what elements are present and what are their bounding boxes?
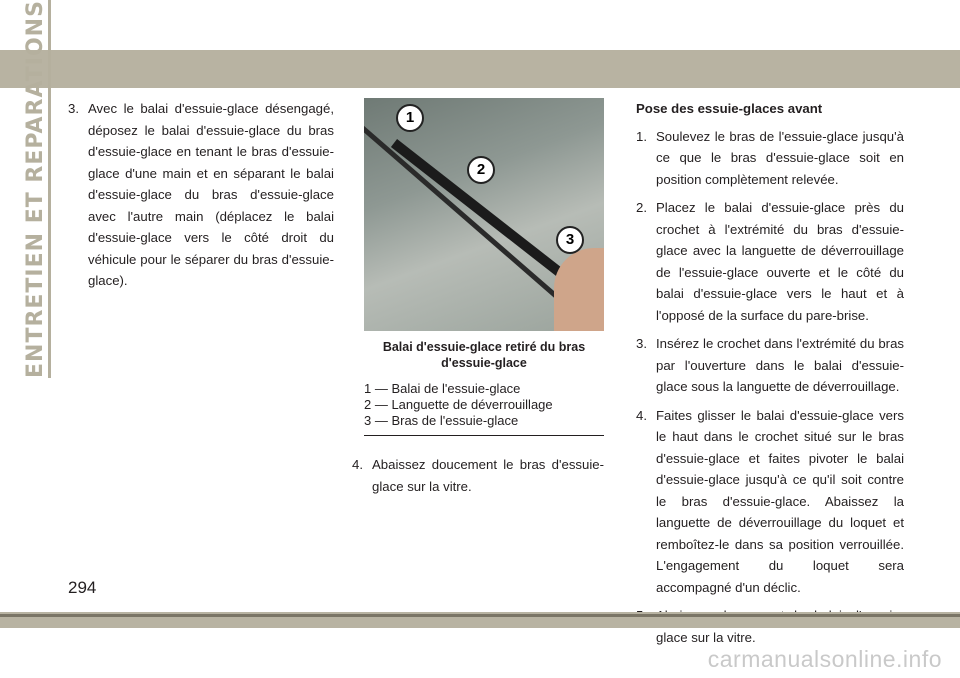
step-text: Placez le balai d'essuie-glace près du crochet à l'extrémité du bras d'essuie-glace avec la languette de déverrouillage de l'essuie-glace ouverte et le côté du balai d'essuie-glace vers le haut et à l'opposé de la surface du pare-brise. <box>656 200 904 323</box>
step-number: 4. <box>352 457 363 472</box>
list-item <box>636 333 904 398</box>
step-text: Avec le balai d'essuie-glace désengagé, déposez le balai d'essuie-glace du bras d'essuie-glace en tenant le bras d'essuie-glace d'une main et en séparant le balai d'essuie-glace du bras d'essuie-glace avec l'autre main (déplacez le balai d'essuie-glace vers le côté droit du véhicule pour le séparer du bras d'essuie-glace). <box>88 101 334 288</box>
figure-legend <box>364 381 604 436</box>
figure-caption: Balai d'essuie-glace retiré du bras d'essuie-glace <box>382 340 586 370</box>
step-text: Insérez le crochet dans l'extrémité du bras par l'ouverture dans le balai d'essuie-glace sous la languette de déverrouillage. <box>656 336 904 394</box>
list-item <box>352 454 604 497</box>
step-number: 4. <box>636 407 647 423</box>
step-number: 2. <box>636 200 647 215</box>
top-header-band <box>0 50 960 88</box>
section-side-title: ENTRETIEN ET REPARATIONS <box>24 0 51 378</box>
hand-shape <box>554 248 604 331</box>
legend-item: 1 — Balai de l'essuie-glace <box>364 381 521 396</box>
callout-3: 3 <box>556 226 584 254</box>
list-item <box>636 197 904 326</box>
bottom-footer-band <box>0 612 960 628</box>
step-list-middle <box>352 454 604 497</box>
legend-item: 2 — Languette de déverrouillage <box>364 397 553 412</box>
column-left <box>68 98 334 299</box>
list-item <box>68 98 334 292</box>
callout-2: 2 <box>467 156 495 184</box>
step-list-left <box>68 98 334 292</box>
callout-1: 1 <box>396 104 424 132</box>
step-number: 3. <box>636 336 647 351</box>
column-middle <box>352 98 604 504</box>
wiper-blade-photo <box>364 98 604 331</box>
legend-item: 3 — Bras de l'essuie-glace <box>364 413 519 428</box>
step-list-right <box>636 126 904 649</box>
page-number: 294 <box>68 578 97 597</box>
step-text: glace sur la vitre. <box>656 629 756 645</box>
watermark-text: carmanualsonline.info <box>707 646 942 672</box>
step-text: Soulevez le bras de l'essuie-glace jusqu'à ce que le bras d'essuie-glace soit en position complètement relevée. <box>656 128 904 187</box>
list-item <box>636 405 904 599</box>
step-text: Faites glisser le balai d'essuie-glace vers le haut dans le crochet situé sur le bras d'essuie-glace et faites pivoter le balai d'essuie-glace jusqu'à ce qu'il soit contre le bras d'essuie-glace. Abaissez la languette de déverrouillage du loquet et remboîtez-le dans sa position verrouillée. L'engagement du loquet sera accompagné d'un déclic. <box>656 407 904 595</box>
step-number: 3. <box>68 101 79 116</box>
list-item <box>636 126 904 191</box>
step-text: Abaissez doucement le bras d'essuie-glace sur la vitre. <box>372 457 604 494</box>
column-right <box>636 98 904 655</box>
step-number: 1. <box>636 128 647 144</box>
section-heading: Pose des essuie-glaces avant <box>636 101 823 116</box>
